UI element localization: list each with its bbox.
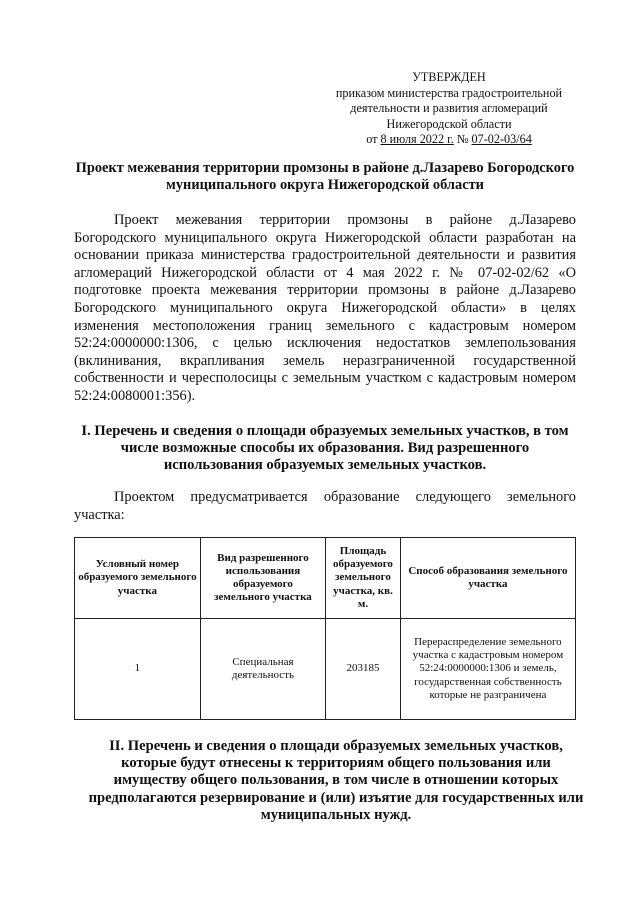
header-plot-number: Условный номер образуемого земельного участка	[75, 538, 201, 619]
approval-line-1: приказом министерства градостроительной	[335, 85, 563, 100]
section-1-heading: I. Перечень и сведения о площади образуемых земельных участков, в том числе возможные способы их образования. Вид разрешенного использования образуемых земельных участков.	[81, 423, 569, 474]
header-formation-method: Способ образования земельного участка	[400, 538, 575, 619]
section-1-paragraph: Проектом предусматривается образование следующего земельного участка:	[74, 489, 576, 523]
approval-date: 8 июля 2022 г.	[380, 132, 454, 146]
cell-formation-method: Перераспределение земельного участка с кадастровым номером 52:24:0000000:1306 и земель, государственная собственность которые не разграничена	[400, 619, 575, 720]
land-plots-table	[74, 537, 576, 720]
approval-number-sign: №	[456, 132, 469, 146]
document-title: Проект межевания территории промзоны в районе д.Лазарево Богородского муниципального округа Нижегородской области	[75, 160, 575, 193]
approval-stamp	[318, 70, 580, 148]
approval-number: 07-02-03/64	[471, 132, 532, 146]
table-header-row	[75, 538, 576, 619]
cell-plot-number: 1	[75, 619, 201, 720]
table-row	[75, 619, 576, 720]
approval-title: УТВЕРЖДЕН	[412, 70, 486, 84]
cell-permitted-use: Специальная деятельность	[200, 619, 325, 720]
approval-date-prefix: от	[366, 132, 378, 146]
approval-line-2: деятельности и развития агломераций	[350, 101, 548, 115]
approval-line-3: Нижегородской области	[386, 116, 512, 131]
approval-date-line	[318, 132, 580, 148]
section-2-heading: II. Перечень и сведения о площади образуемых земельных участков, которые будут отнесены к территориям общего пользования или имуществу общего пользования, в том числе в отношении которых предполагаются резервирование и (или) изъятие для государственных или муниципальных нужд.	[88, 738, 584, 823]
intro-paragraph: Проект межевания территории промзоны в районе д.Лазарево Богородского муниципального округа Нижегородской области разработан на основании приказа министерства градостроительной деятельности и развития агломераций Нижегородской области от 4 мая 2022 г. № 07-02-02/62 «О подготовке проекта межевания территории промзоны в районе д.Лазарево Богородского муниципального округа Нижегородской области» в целях изменения местоположения границ земельного с кадастровым номером 52:24:0000000:1306, с целью исключения недостатков землепользования (вклинивания, вкрапливания земель неразграниченной государственной собственности и чересполосицы с земельным участком с кадастровым номером 52:24:0080001:356).	[74, 212, 576, 404]
header-area: Площадь образуемого земельного участка, кв. м.	[326, 538, 401, 619]
cell-area: 203185	[326, 619, 401, 720]
header-permitted-use: Вид разрешенного использования образуемого земельного участка	[200, 538, 325, 619]
